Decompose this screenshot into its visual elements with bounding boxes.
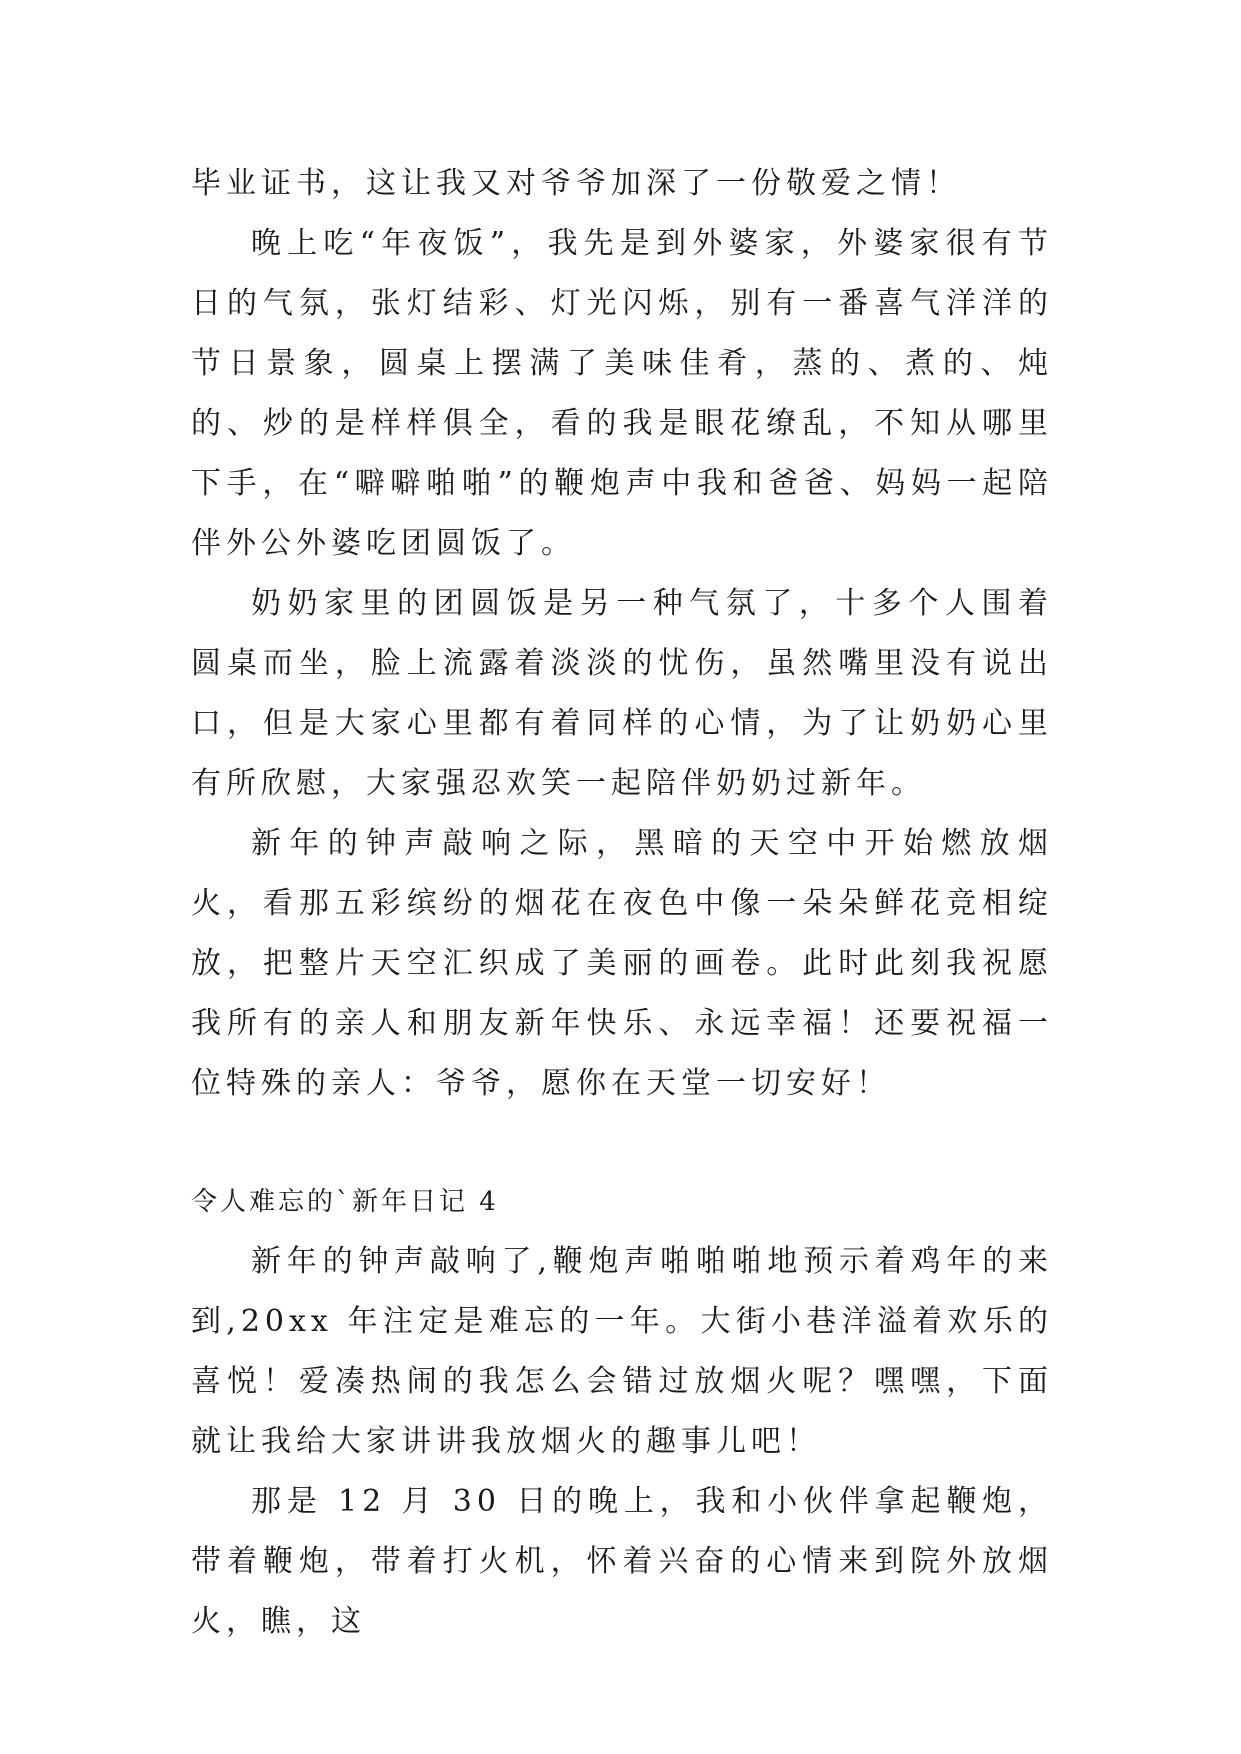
paragraph-new-year-bells: 新年的钟声敲响了,鞭炮声啪啪啪地预示着鸡年的来到,20xx 年注定是难忘的一年。大街小巷洋溢着欢乐的喜悦！爱凑热闹的我怎么会错过放烟火呢？嘿嘿，下面就让我给大家讲讲我放烟火的趣事儿吧！ [191, 1244, 1053, 1459]
paragraph-december-30: 那是 12 月 30 日的晚上，我和小伙伴拿起鞭炮，带着鞭炮，带着打火机，怀着兴奋的心情来到院外放烟火，瞧，这 [191, 1484, 1053, 1639]
document-body [191, 154, 1053, 1652]
section-title: 令人难忘的`新年日记 4 [191, 1187, 499, 1217]
paragraph-new-year-dinner: 晚上吃“年夜饭”，我先是到外婆家，外婆家很有节日的气氛，张灯结彩、灯光闪烁，别有一番喜气洋洋的节日景象，圆桌上摆满了美味佳肴，蒸的、煮的、炖的、炒的是样样俱全，看的我是眼花缭乱，不知从哪里下手，在“噼噼啪啪”的鞭炮声中我和爸爸、妈妈一起陪伴外公外婆吃团圆饭了。 [191, 226, 1053, 561]
paragraph-continuation: 毕业证书，这让我又对爷爷加深了一份敬爱之情！ [191, 166, 961, 201]
paragraph-grandma-dinner: 奶奶家里的团圆饭是另一种气氛了，十多个人围着圆桌而坐，脸上流露着淡淡的忧伤，虽然嘴里没有说出口，但是大家心里都有着同样的心情，为了让奶奶心里有所欣慰，大家强忍欢笑一起陪伴奶奶过新年。 [191, 586, 1053, 801]
paragraph-fireworks: 新年的钟声敲响之际，黑暗的天空中开始燃放烟火，看那五彩缤纷的烟花在夜色中像一朵朵鲜花竞相绽放，把整片天空汇织成了美丽的画卷。此时此刻我祝愿我所有的亲人和朋友新年快乐、永远幸福！还要祝福一位特殊的亲人：爷爷，愿你在天堂一切安好！ [191, 826, 1053, 1101]
